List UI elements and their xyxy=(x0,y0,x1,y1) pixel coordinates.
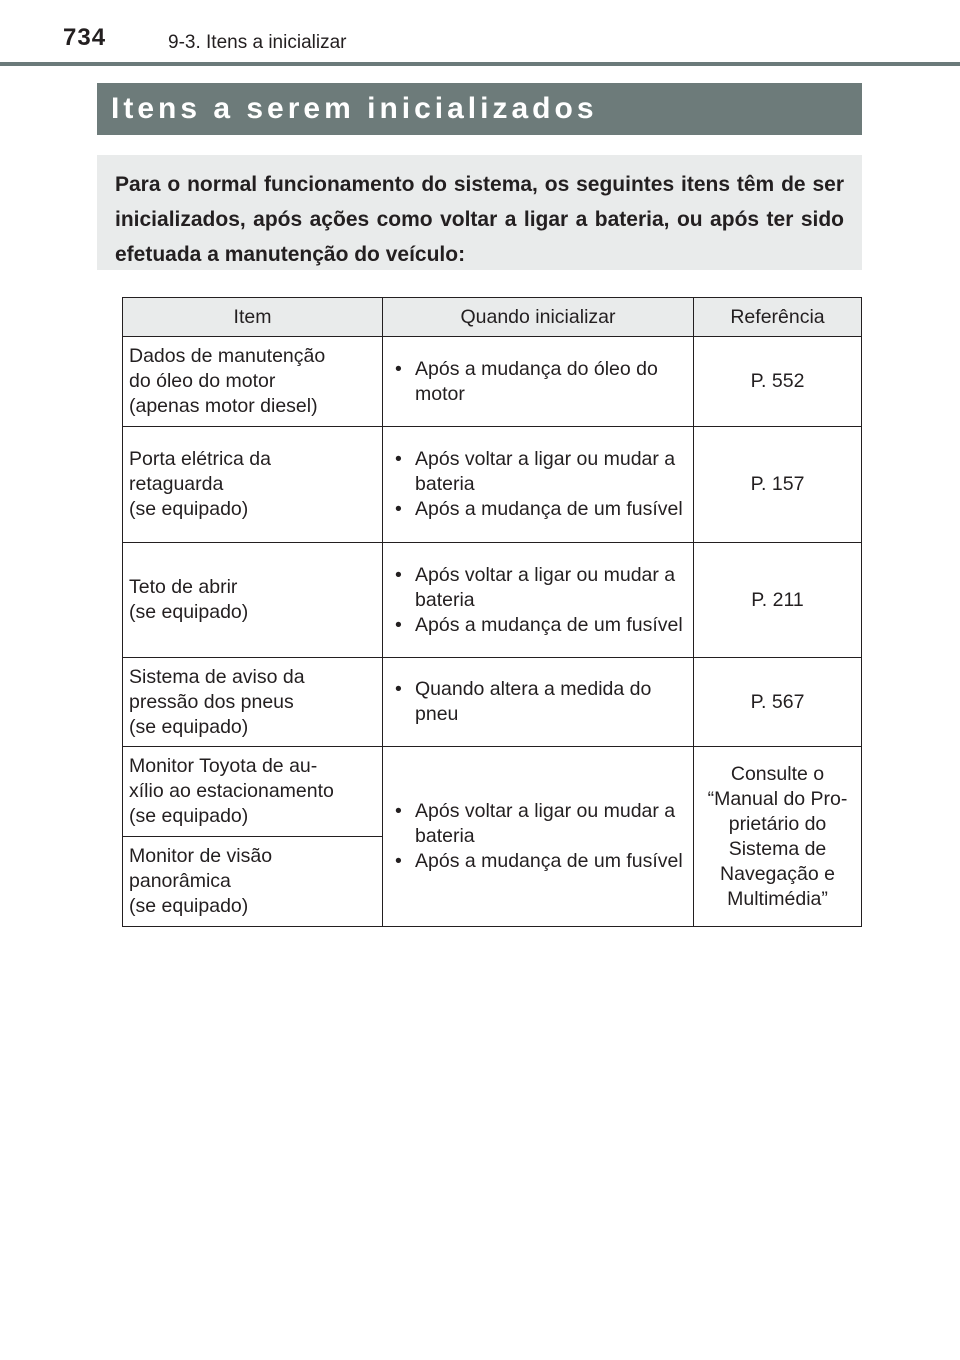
item-cell xyxy=(123,337,383,427)
table-row xyxy=(123,427,862,543)
item-line: retaguarda xyxy=(129,473,224,495)
title-bar xyxy=(97,83,862,135)
item-cell xyxy=(123,837,383,927)
when-list xyxy=(389,357,687,407)
item-line: Monitor Toyota de au- xyxy=(129,755,318,777)
table-row xyxy=(123,337,862,427)
table-row xyxy=(123,747,862,837)
when-item: • Após a mudança de um fusível xyxy=(389,849,687,874)
when-item: • Após a mudança de um fusível xyxy=(389,497,687,522)
intro-box: Para o normal funcionamento do sistema, os seguintes itens têm de ser inicializados, após ações como voltar a ligar a bateria, ou após ter sido efetuada a manutenção do veículo: xyxy=(97,155,862,270)
when-list xyxy=(389,677,687,727)
column-header-when: Quando inicializar xyxy=(383,298,694,337)
page-number: 734 xyxy=(63,24,107,51)
reference-line: Consulte o xyxy=(730,762,825,785)
when-item: • Após a mudança do óleo do motor xyxy=(389,357,687,407)
table-row xyxy=(123,658,862,747)
item-line: (apenas motor diesel) xyxy=(129,395,318,417)
when-item: • Após voltar a ligar ou mudar a bateria xyxy=(389,563,687,613)
reference-cell xyxy=(694,747,862,927)
when-list xyxy=(389,799,687,874)
when-item: • Após voltar a ligar ou mudar a bateria xyxy=(389,447,687,497)
item-cell xyxy=(123,747,383,837)
item-line: (se equipado) xyxy=(129,805,249,827)
initialization-table xyxy=(122,297,862,927)
when-cell xyxy=(383,543,694,658)
item-line: Dados de manutenção xyxy=(129,345,326,367)
table-row xyxy=(123,543,862,658)
item-line: Porta elétrica da xyxy=(129,448,271,470)
reference-cell: P. 157 xyxy=(694,427,862,543)
reference-line: prietário do xyxy=(728,812,827,835)
item-cell xyxy=(123,427,383,543)
item-line: xílio ao estacionamento xyxy=(129,780,334,802)
page-title: Itens a serem inicializados xyxy=(111,92,598,125)
item-line: pressão dos pneus xyxy=(129,690,294,713)
item-line: (se equipado) xyxy=(129,498,249,520)
reference-line: “Manual do Pro- xyxy=(707,787,848,810)
page-header xyxy=(0,0,960,68)
item-cell xyxy=(123,658,383,747)
reference-cell: P. 567 xyxy=(694,658,862,747)
item-line: (se equipado) xyxy=(129,895,249,917)
reference-line: Navegação e xyxy=(720,862,835,885)
reference-cell: P. 552 xyxy=(694,337,862,427)
item-line: (se equipado) xyxy=(129,715,249,738)
when-list xyxy=(389,563,687,638)
when-list xyxy=(389,447,687,522)
item-line: do óleo do motor xyxy=(129,370,276,392)
section-title: 9-3. Itens a inicializar xyxy=(168,32,347,53)
when-item: • Após a mudança de um fusível xyxy=(389,613,687,638)
column-header-reference: Referência xyxy=(694,298,862,337)
item-line: Monitor de visão xyxy=(129,845,273,867)
item-cell xyxy=(123,543,383,658)
reference-cell: P. 211 xyxy=(694,543,862,658)
when-cell xyxy=(383,337,694,427)
item-line: Sistema de aviso da xyxy=(129,665,305,688)
item-line: (se equipado) xyxy=(129,601,249,623)
when-cell xyxy=(383,658,694,747)
reference-line: Multimédia” xyxy=(727,887,828,910)
header-rule xyxy=(0,62,960,66)
item-line: Teto de abrir xyxy=(129,576,238,598)
reference-line: Sistema de xyxy=(728,837,827,860)
when-cell xyxy=(383,747,694,927)
when-cell xyxy=(383,427,694,543)
column-header-item: Item xyxy=(123,298,383,337)
item-line: panorâmica xyxy=(129,870,231,892)
when-item: • Quando altera a medida do pneu xyxy=(389,677,687,727)
when-item: • Após voltar a ligar ou mudar a bateria xyxy=(389,799,687,849)
table-header-row xyxy=(123,298,862,337)
